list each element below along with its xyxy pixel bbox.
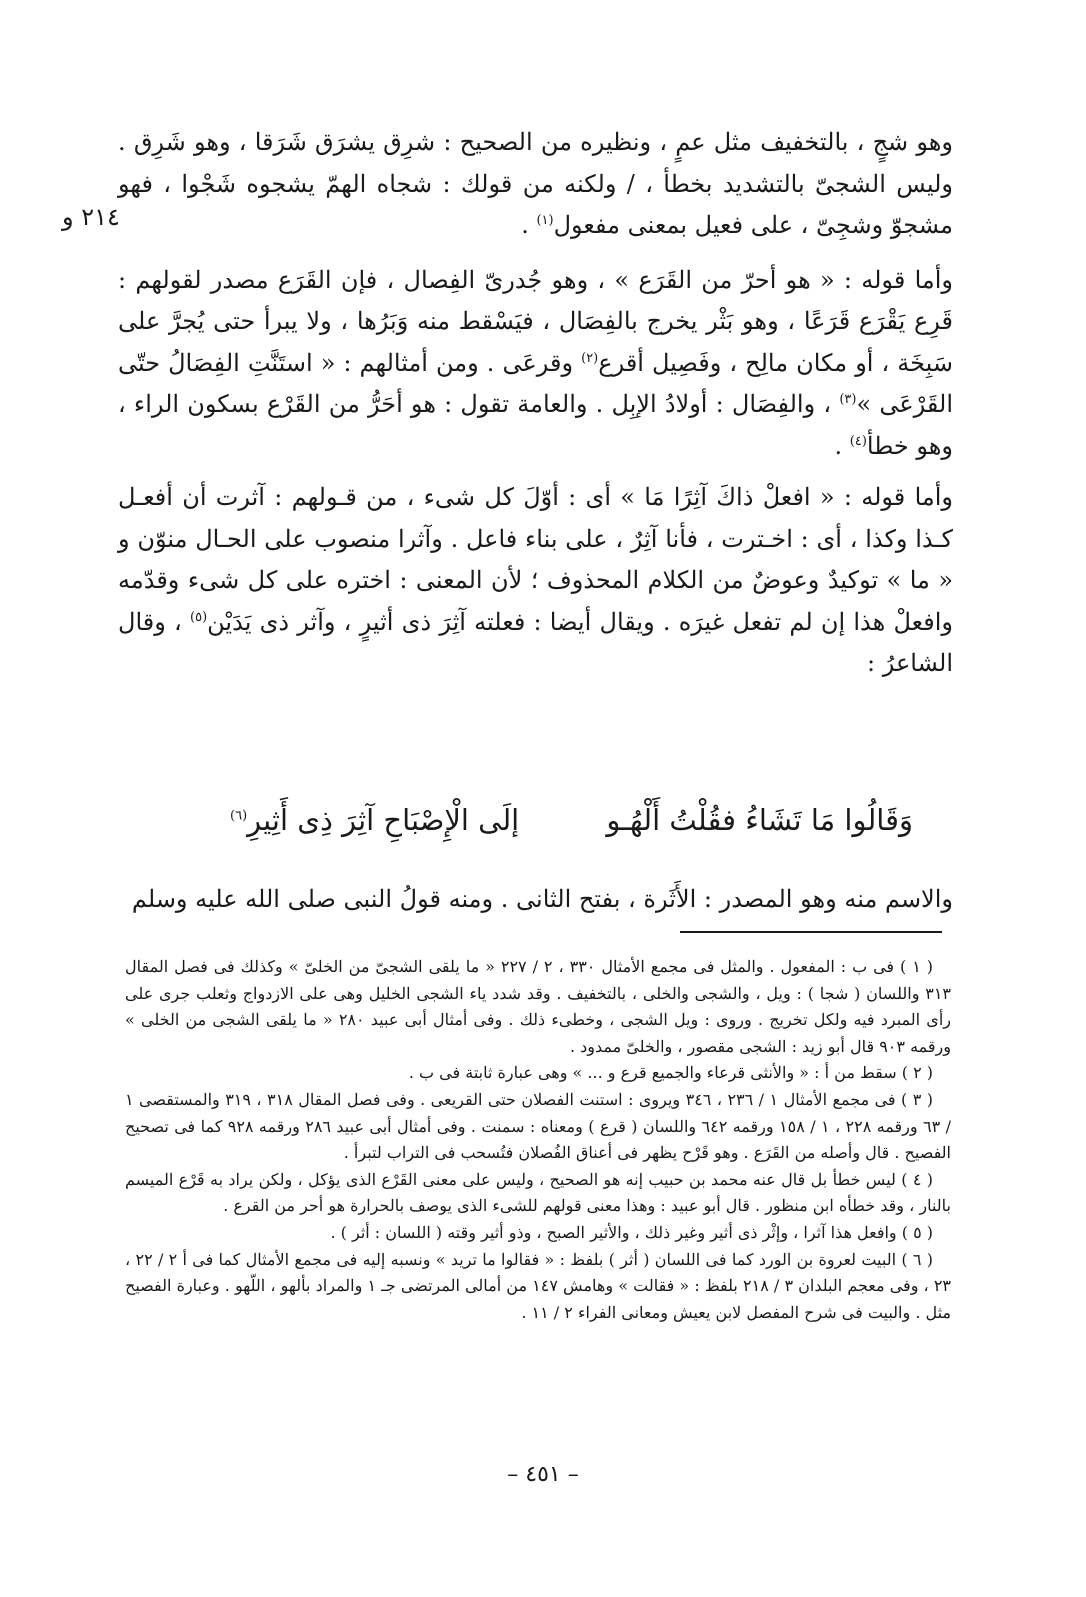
paragraph-3 xyxy=(118,477,953,685)
paragraph-2-text-b: وقرعَى . ومن أمثالهم : « استَنَّتِ الفِصَالُ حتّى القَرْعَى » xyxy=(118,348,954,418)
paragraph-3-text-b: ، وقال الشاعرُ : xyxy=(118,607,953,677)
footnote-ref-5: (٥) xyxy=(190,609,208,625)
footnote-ref-6: (٦) xyxy=(230,808,248,824)
paragraph-1-end: . xyxy=(521,211,537,239)
poetry-verse xyxy=(120,803,953,853)
paragraph-1-text: وهو شجٍ ، بالتخفيف مثل عمٍ ، ونظيره من الصحيح : شرِق يشرَق شَرَقا ، وهو شَرِق . وليس الشجىّ بالتشديد بخطأ ، / ولكنه من قولك : شجاه الهمّ يشجوه شَجْوا ، فهو مشجوّ وشجِىّ ، على فعيل بمعنى مفعول xyxy=(118,128,954,239)
closing-line: والاسم منه وهو المصدر : الأَثَرة ، بفتح الثانى . ومنه قولُ النبى صلى الله عليه وسلم xyxy=(131,885,953,913)
footnote-ref-3: (٣) xyxy=(839,392,857,407)
footnote-2: ( ٢ ) سقط من أ : « والأنثى قرعاء والجميع قرع و ... » وهى عبارة ثابتة فى ب . xyxy=(408,1063,933,1083)
verse-hemistich-2-text: إلَى الْإِصْبَاحِ آثِرَ ذِى أَثِيرِ xyxy=(247,803,520,837)
paragraph-2 xyxy=(118,260,953,468)
verse-hemistich-1: وَقَالُوا مَا تَشَاءُ فقُلْتُ أَلْهُـو xyxy=(606,803,913,837)
manuscript-folio-marker: ٢١٤ و xyxy=(62,203,120,231)
paragraph-1 xyxy=(118,122,953,247)
footnote-6: ( ٦ ) البيت لعروة بن الورد كما فى اللسان ( أثر ) بلفظ : « فقالوا ما تريد » ونسبه إليه فى مجمع الأمثال كما فى أ ٢ / ٢٢ ، ٢٣ ، وفى معجم البلدان ٣ / ٢١٨ بلفظ : « فقالت » وهامش ١٤٧ من أمالى المرتضى جـ ١ والمراد بألهو ، اللّهو . وعبارة الفصيح مثل . والبيت فى شرح المفصل لابن يعيش ومعانى الفراء ٢ / ١١ . xyxy=(125,1249,952,1322)
footnote-ref-1: (١) xyxy=(536,213,554,228)
footnotes xyxy=(125,954,951,1326)
paragraph-2-text-c: ، والفِصَال : أولادُ الإبِل . والعامة تقول : هو أحَرُّ من القَرْع بسكون الراء ، وهو خطأ xyxy=(118,390,953,460)
footnote-1: ( ١ ) فى ب : المفعول . والمثل فى مجمع الأمثال ٣٣٠ ، ٢ / ٢٢٧ « ما يلقى الشجىّ من الخلىّ » وكذلك فى فصل المقال ٣١٣ واللسان ( شجا ) : ويل ، والشجى والخلى ، بالتخفيف . وقد شدد ياء الشجى الخليل وهى على الازدواج وثعلب جرى على رأى المبرد فيه ولكل تخريج . وروى : ويل الشجى ، وخطىء ذلك . وفى أمثال أبى عبيد ٢٨٠ « ما يلقى الشجى من الخلى » ورقمه ٩٠٣ قال أبو زيد : الشجى مقصور ، والخلىّ ممدود . xyxy=(125,957,951,1056)
paragraph-2-end: . xyxy=(834,431,850,460)
page-number: – ٤٥١ – xyxy=(507,1462,579,1487)
footnote-4: ( ٤ ) ليس خطأ بل قال عنه محمد بن حبيب إنه هو الصحيح ، وليس على معنى القَرْع الذى يؤكل ، ولكن يراد به قَرْع الميسم بالنار ، وقد خطأه ابن منظور . قال أبو عبيد : وهذا معنى قولهم للشىء الذى يوصف بالحرارة هو أحر من القرع . xyxy=(125,1169,951,1216)
footnote-ref-4: (٤) xyxy=(849,433,867,449)
paragraph-3-text-a: وأما قوله : « افعلْ ذاكَ آثِرًا مَا » أى : أوّلَ كل شىء ، من قـولهم : آثرت أن أفعـل كـذا وكذا ، أى : اخـترت ، فأنا آثِرٌ ، على بناء فاعل . وآثرا منصوب على الحـال منوّن و « ما » توكيدٌ وعوضٌ من الكلام المحذوف ؛ لأن المعنى : اختره على كل شىء وقدّمه وافعلْ هذا إن لم تفعل غيرَه . ويقال أيضا : فعلته آثِرَ ذى أثيرٍ ، وآثر ذى يَدَيْن xyxy=(118,483,953,636)
main-text xyxy=(118,122,953,685)
footnote-ref-2: (٢) xyxy=(581,350,599,366)
paragraph-2-text-a: وأما قوله : « هو أحرّ من القَرَع » ، وهو جُدرىّ الفِصال ، فإن القَرَع مصدر لقولهم : قَرِع يَقْرَع قَرَعًا ، وهو بَثْر يخرج بالفِصَال ، فيَسْقط منه وَبَرُها ، ولا يبرأ حتى يُجرَّ على سَبِخَة ، أو مكان مالِح ، وفَصِيل أقرع xyxy=(118,265,953,377)
footnote-separator xyxy=(680,931,942,933)
footnote-5: ( ٥ ) وافعل هذا آثرا ، وإثْر ذى أثير وغير ذلك ، والأثير الصبح ، وذو أثير وقته ( اللسان : أثر ) . xyxy=(330,1222,933,1242)
footnote-3: ( ٣ ) فى مجمع الأمثال ١ / ٢٣٦ ، ٣٤٦ ويروى : استنت الفصلان حتى القريعى . وفى فصل المقال ٣١٨ ، ٣١٩ والمستقصى ١ / ٦٣ ورقمه ٢٢٨ ، ١ / ١٥٨ ورقمه ٦٤٢ واللسان ( قرع ) ومعناه : سمنت . وفى أمثال أبى عبيد ٢٨٦ ورقمه ٩٢٨ كما فى تصحيح الفصيح . قال وأصله من القَرَع . وهو قَرْح يظهر فى أعناق الفُصلان فتُسحب فى التراب لتبرأ . xyxy=(125,1089,952,1163)
verse-hemistich-2 xyxy=(230,803,519,837)
